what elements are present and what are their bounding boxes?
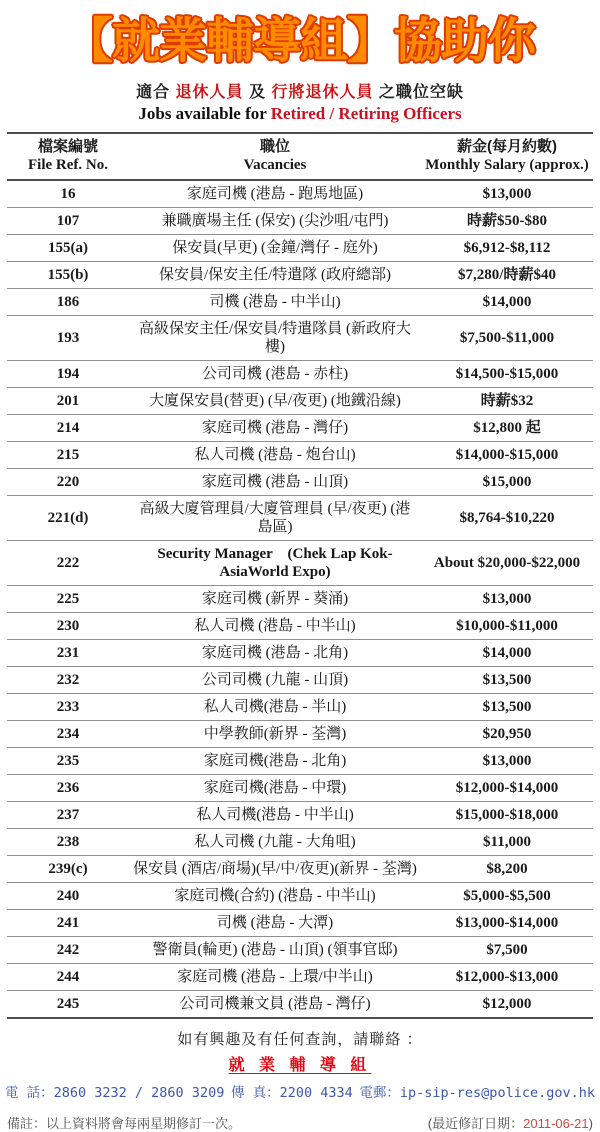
salary-cell: $12,000 bbox=[421, 991, 593, 1019]
file-ref-cell: 245 bbox=[7, 991, 129, 1019]
salary-cell: $13,000 bbox=[421, 748, 593, 775]
file-ref-cell: 194 bbox=[7, 361, 129, 388]
table-row bbox=[7, 910, 593, 937]
vacancy-cell: 公司司機 (九龍 - 山頂) bbox=[129, 667, 421, 694]
file-ref-cell: 220 bbox=[7, 469, 129, 496]
salary-cell: $15,000 bbox=[421, 469, 593, 496]
vacancy-cell: 警衛員(輪更) (港島 - 山頂) (領事官邸) bbox=[129, 937, 421, 964]
vacancy-cell: 家庭司機(港島 - 北角) bbox=[129, 748, 421, 775]
salary-cell: 時薪$50-$80 bbox=[421, 208, 593, 235]
table-row bbox=[7, 748, 593, 775]
table-row bbox=[7, 442, 593, 469]
salary-cell: $13,500 bbox=[421, 667, 593, 694]
file-ref-cell: 214 bbox=[7, 415, 129, 442]
file-ref-cell: 238 bbox=[7, 829, 129, 856]
revision-suffix: ) bbox=[588, 1116, 593, 1131]
table-row bbox=[7, 496, 593, 541]
salary-cell: $12,000-$13,000 bbox=[421, 964, 593, 991]
table-row bbox=[7, 640, 593, 667]
salary-cell: $14,000 bbox=[421, 289, 593, 316]
vacancy-cell: 大廈保安員(替更) (早/夜更) (地鐵沿線) bbox=[129, 388, 421, 415]
unit-name: 就 業 輔 導 組 bbox=[228, 1057, 372, 1074]
revision-date-note bbox=[428, 1113, 593, 1132]
contact-prompt: 如有興趣及有任何查詢，請聯絡 ： bbox=[177, 1031, 423, 1048]
salary-cell: $11,000 bbox=[421, 829, 593, 856]
vacancy-cell: 公司司機兼文員 (港島 - 灣仔) bbox=[129, 991, 421, 1019]
subtitle-cn-highlight-retiring: 行將退休人員 bbox=[271, 84, 374, 101]
jobs-table bbox=[7, 132, 593, 1019]
file-ref-cell: 241 bbox=[7, 910, 129, 937]
file-ref-cell: 16 bbox=[60, 186, 76, 202]
salary-cell: $5,000-$5,500 bbox=[421, 883, 593, 910]
table-row bbox=[7, 289, 593, 316]
salary-cell: $14,000-$15,000 bbox=[421, 442, 593, 469]
vacancy-cell: 家庭司機(港島 - 中環) bbox=[129, 775, 421, 802]
salary-cell: $7,500 bbox=[421, 937, 593, 964]
revision-date: 2011-06-21 bbox=[523, 1116, 589, 1131]
salary-cell: About $20,000-$22,000 bbox=[421, 541, 593, 586]
salary-cell: $7,280/時薪$40 bbox=[421, 262, 593, 289]
table-row bbox=[7, 180, 593, 208]
col-header-file-ref bbox=[7, 133, 129, 180]
table-row bbox=[7, 991, 593, 1019]
file-ref-cell: 244 bbox=[7, 964, 129, 991]
file-ref-cell: 155(a) bbox=[7, 235, 129, 262]
file-ref-cell: 215 bbox=[7, 442, 129, 469]
file-ref-cell: 240 bbox=[7, 883, 129, 910]
salary-cell: $8,200 bbox=[421, 856, 593, 883]
table-row bbox=[7, 316, 593, 361]
vacancy-cell: 私人司機 (港島 - 炮台山) bbox=[129, 442, 421, 469]
col-header-vacancies-en: Vacancies bbox=[243, 157, 307, 173]
file-ref-cell: 237 bbox=[7, 802, 129, 829]
table-row bbox=[7, 856, 593, 883]
salary-cell: $13,500 bbox=[421, 694, 593, 721]
file-ref-cell: 234 bbox=[7, 721, 129, 748]
salary-cell: $10,000-$11,000 bbox=[421, 613, 593, 640]
file-ref-cell: 230 bbox=[7, 613, 129, 640]
table-row bbox=[7, 883, 593, 910]
remark-note: 備註：以上資料將會每兩星期修訂一次。 bbox=[7, 1116, 242, 1131]
file-ref-cell: 193 bbox=[7, 316, 129, 361]
table-row bbox=[7, 541, 593, 586]
salary-cell: 時薪$32 bbox=[421, 388, 593, 415]
table-row bbox=[7, 235, 593, 262]
col-header-salary-cn: 薪金(每月約數) bbox=[457, 138, 557, 155]
salary-cell: $6,912-$8,112 bbox=[421, 235, 593, 262]
vacancy-cell: 保安員(早更) (金鐘/灣仔 - 庭外) bbox=[129, 235, 421, 262]
file-ref-cell: 231 bbox=[7, 640, 129, 667]
table-row bbox=[7, 694, 593, 721]
subtitle-english bbox=[0, 104, 600, 124]
file-ref-cell: 235 bbox=[7, 748, 129, 775]
table-row bbox=[7, 937, 593, 964]
contact-line bbox=[0, 1081, 600, 1101]
vacancy-cell: 保安員 (酒店/商場)(早/中/夜更)(新界 - 荃灣) bbox=[129, 856, 421, 883]
file-ref-cell: 239(c) bbox=[7, 856, 129, 883]
vacancy-cell: 兼職廣場主任 (保安) (尖沙咀/屯門) bbox=[129, 208, 421, 235]
revision-prefix: (最近修訂日期： bbox=[427, 1116, 524, 1131]
subtitle-chinese bbox=[0, 79, 600, 102]
salary-cell: $14,500-$15,000 bbox=[421, 361, 593, 388]
salary-cell: $13,000 bbox=[421, 586, 593, 613]
phone-numbers: 2860 3232 / 2860 3209 bbox=[53, 1085, 225, 1101]
email-address: ip-sip-res@police.gov.hk bbox=[399, 1085, 595, 1101]
table-row bbox=[7, 829, 593, 856]
fax-label: 傳 真： bbox=[230, 1085, 280, 1101]
col-header-salary-en: Monthly Salary (approx.) bbox=[425, 157, 589, 173]
vacancy-cell: 家庭司機 (港島 - 北角) bbox=[129, 640, 421, 667]
col-header-vacancies-cn: 職位 bbox=[259, 138, 290, 155]
salary-cell: $13,000 bbox=[482, 186, 532, 202]
file-ref-cell: 222 bbox=[7, 541, 129, 586]
subtitle-cn-post: 之職位空缺 bbox=[373, 84, 464, 101]
vacancy-cell: 私人司機 (港島 - 中半山) bbox=[129, 613, 421, 640]
vacancy-cell: 家庭司機 (港島 - 灣仔) bbox=[129, 415, 421, 442]
vacancy-cell: 家庭司機 (新界 - 葵涌) bbox=[129, 586, 421, 613]
fax-segment bbox=[231, 1081, 353, 1101]
salary-cell: $14,000 bbox=[421, 640, 593, 667]
vacancy-cell: Security Manager (Chek Lap Kok- AsiaWorld Expo) bbox=[129, 541, 421, 586]
subtitle-cn-mid: 及 bbox=[243, 84, 272, 101]
phone-segment bbox=[5, 1081, 224, 1101]
table-row bbox=[7, 667, 593, 694]
table-row bbox=[7, 262, 593, 289]
vacancy-cell: 家庭司機 (港島 - 跑馬地區) bbox=[186, 186, 364, 202]
file-ref-cell: 221(d) bbox=[7, 496, 129, 541]
table-row bbox=[7, 469, 593, 496]
file-ref-cell: 155(b) bbox=[7, 262, 129, 289]
file-ref-cell: 242 bbox=[7, 937, 129, 964]
file-ref-cell: 233 bbox=[7, 694, 129, 721]
vacancy-cell: 私人司機 (九龍 - 大角咀) bbox=[129, 829, 421, 856]
vacancy-cell: 司機 (港島 - 中半山) bbox=[129, 289, 421, 316]
salary-cell: $12,800 起 bbox=[421, 415, 593, 442]
subtitle-en-pre: Jobs available for bbox=[138, 104, 271, 123]
table-row bbox=[7, 208, 593, 235]
col-header-file-ref-cn: 檔案編號 bbox=[37, 138, 98, 155]
salary-cell: $12,000-$14,000 bbox=[421, 775, 593, 802]
email-label: 電郵： bbox=[359, 1085, 400, 1101]
salary-cell: $8,764-$10,220 bbox=[421, 496, 593, 541]
file-ref-cell: 236 bbox=[7, 775, 129, 802]
vacancy-cell: 家庭司機(合約) (港島 - 中半山) bbox=[129, 883, 421, 910]
col-header-salary bbox=[421, 133, 593, 180]
vacancy-cell: 家庭司機 (港島 - 山頂) bbox=[129, 469, 421, 496]
subtitle-en-highlight: Retired / Retiring Officers bbox=[270, 104, 462, 123]
subtitle-cn-pre: 適合 bbox=[136, 84, 176, 101]
vacancy-cell: 私人司機(港島 - 半山) bbox=[129, 694, 421, 721]
email-segment bbox=[359, 1081, 595, 1101]
file-ref-cell: 107 bbox=[7, 208, 129, 235]
note-row bbox=[0, 1113, 600, 1132]
table-row bbox=[7, 802, 593, 829]
table-row bbox=[7, 415, 593, 442]
table-row bbox=[7, 964, 593, 991]
vacancy-cell: 高級保安主任/保安員/特遣隊員 (新政府大樓) bbox=[129, 316, 421, 361]
col-header-vacancies bbox=[129, 133, 421, 180]
table-row bbox=[7, 775, 593, 802]
col-header-file-ref-en: File Ref. No. bbox=[28, 157, 108, 173]
table-row bbox=[7, 388, 593, 415]
vacancy-cell: 公司司機 (港島 - 赤柱) bbox=[129, 361, 421, 388]
fax-number: 2200 4334 bbox=[279, 1085, 353, 1101]
jobs-table-body bbox=[7, 180, 593, 1018]
header-row bbox=[7, 133, 593, 180]
table-row bbox=[7, 586, 593, 613]
subtitle-cn-highlight-retired: 退休人員 bbox=[175, 84, 244, 101]
page-title: 【就業輔導組】協助你 bbox=[64, 15, 535, 68]
table-row bbox=[7, 613, 593, 640]
vacancy-cell: 中學教師(新界 - 荃灣) bbox=[129, 721, 421, 748]
vacancy-cell: 保安員/保安主任/特遣隊 (政府總部) bbox=[129, 262, 421, 289]
vacancy-cell: 司機 (港島 - 大潭) bbox=[129, 910, 421, 937]
salary-cell: $7,500-$11,000 bbox=[421, 316, 593, 361]
vacancy-cell: 家庭司機 (港島 - 上環/中半山) bbox=[129, 964, 421, 991]
vacancy-cell: 私人司機(港島 - 中半山) bbox=[129, 802, 421, 829]
phone-label: 電 話： bbox=[5, 1085, 54, 1101]
salary-cell: $13,000-$14,000 bbox=[421, 910, 593, 937]
vacancy-cell: 高級大廈管理員/大廈管理員 (早/夜更) (港島區) bbox=[129, 496, 421, 541]
salary-cell: $15,000-$18,000 bbox=[421, 802, 593, 829]
jobs-table-header bbox=[7, 133, 593, 180]
file-ref-cell: 201 bbox=[7, 388, 129, 415]
file-ref-cell: 232 bbox=[7, 667, 129, 694]
table-row bbox=[7, 361, 593, 388]
file-ref-cell: 225 bbox=[7, 586, 129, 613]
salary-cell: $20,950 bbox=[421, 721, 593, 748]
table-row bbox=[7, 721, 593, 748]
file-ref-cell: 186 bbox=[7, 289, 129, 316]
